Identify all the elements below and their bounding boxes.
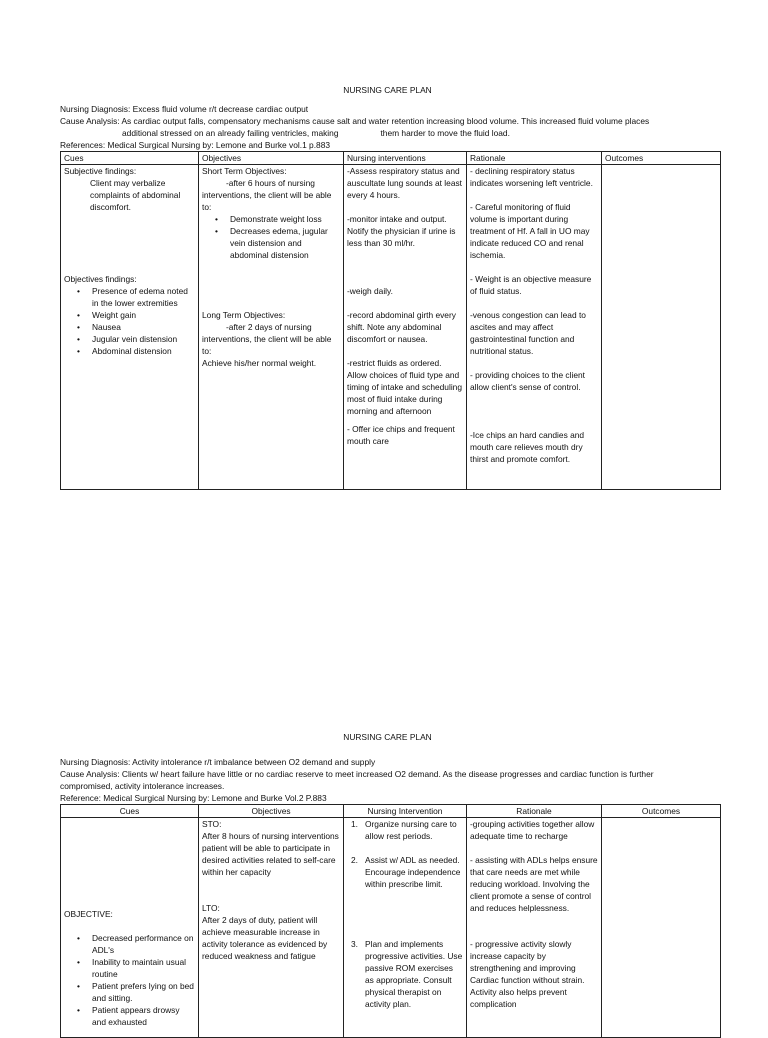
rationale-item: - assisting with ADLs helps ensure that care needs are met while reducing workload. Involving the client promote a sense of control and reduces helplessness.	[470, 855, 598, 913]
objectives-cell	[199, 818, 344, 1038]
list-number: 2.	[351, 855, 358, 865]
list-item: • Patient appears drowsy and exhausted	[92, 1004, 195, 1028]
diagnosis-text: Excess fluid volume r/t decrease cardiac output	[130, 104, 309, 114]
rationale-item: - providing choices to the client allow client's sense of control.	[470, 370, 585, 392]
rationale-item: -grouping activities together allow adequate time to recharge	[470, 819, 595, 841]
header-interventions: Nursing Intervention	[344, 805, 467, 818]
list-item: • Jugular vein distension	[92, 333, 195, 345]
lto-text: -after 2 days of nursing interventions, the client will be able to:	[202, 322, 332, 356]
cues-cell	[61, 818, 199, 1038]
objective-findings-list	[64, 285, 195, 357]
lto-goal: Achieve his/her normal weight.	[202, 358, 317, 368]
intervention-text: Assist w/ ADL as needed. Encourage independence within prescribe limit.	[365, 855, 461, 889]
rationale-cell	[467, 818, 602, 1038]
list-item	[351, 854, 463, 890]
lto-heading: LTO:	[202, 903, 220, 913]
sto-heading: Short Term Objectives:	[202, 166, 287, 176]
header-rationale: Rationale	[467, 805, 602, 818]
list-number: 1.	[351, 819, 358, 829]
header-cues: Cues	[61, 152, 199, 165]
outcomes-cell	[602, 818, 721, 1038]
list-item: • Presence of edema noted in the lower extremities	[92, 285, 195, 309]
table-header-row	[61, 152, 721, 165]
subjective-heading: Subjective findings:	[64, 166, 137, 176]
table-header-row	[61, 805, 721, 818]
interventions-cell	[344, 818, 467, 1038]
header-cues: Cues	[61, 805, 199, 818]
table-row	[61, 818, 721, 1038]
cause-text: As cardiac output falls, compensatory mechanisms cause salt and water retention increasing blood volume. This increased fluid volume places	[119, 116, 650, 126]
intervention-text: Plan and implements progressive activities. Use passive ROM exercises as appropriate. Consult physical therapist on activity plan.	[365, 939, 463, 1009]
cause-label: Cause Analysis:	[60, 769, 120, 779]
rationale-item: -venous congestion can lead to ascites and may affect gastrointestinal function and nutritional status.	[470, 310, 586, 356]
intervention-item: -Assess respiratory status and auscultate lung sounds at least every 4 hours.	[347, 166, 463, 200]
objective-heading: Objectives findings:	[64, 274, 137, 284]
rationale-item: - Weight is an objective measure of fluid status.	[470, 274, 592, 296]
header-interventions: Nursing interventions	[344, 152, 467, 165]
care-plan-table	[60, 804, 721, 1038]
header-objectives: Objectives	[199, 152, 344, 165]
list-item	[351, 938, 463, 1010]
intervention-item: -monitor intake and output. Notify the physician if urine is less than 30 ml/hr.	[347, 214, 456, 248]
list-item	[351, 818, 463, 842]
cause-text-cont: additional stressed on an already failing ventricles, making	[122, 128, 339, 138]
cause-analysis-cont: compromised, activity intolerance increases.	[60, 781, 225, 791]
care-plan-2	[60, 731, 715, 1038]
intervention-item: - Offer ice chips and frequent mouth care	[347, 424, 455, 446]
sto-list	[202, 213, 340, 261]
rationale-item: - Careful monitoring of fluid volume is important during treatment of Hf. A fall in UO may indicate reduced CO and renal ischemia.	[470, 202, 590, 260]
lto-heading: Long Term Objectives:	[202, 310, 286, 320]
plan-title: NURSING CARE PLAN	[343, 732, 432, 742]
cause-analysis-cont	[60, 127, 715, 139]
list-item: • Nausea	[92, 321, 195, 333]
plan-title: NURSING CARE PLAN	[343, 85, 432, 95]
cause-label: Cause Analysis:	[60, 116, 120, 126]
intervention-item: -weigh daily.	[347, 286, 393, 296]
sto-heading: STO:	[202, 819, 222, 829]
references: References: Medical Surgical Nursing by: Lemone and Burke vol.1 p.883	[60, 140, 331, 150]
sto-text: After 8 hours of nursing interventions patient will be able to participate in desired activities related to self-care within her capacity	[202, 831, 339, 877]
care-plan-table	[60, 151, 721, 490]
list-item: • Demonstrate weight loss	[230, 213, 340, 225]
objective-findings-list	[64, 932, 195, 1028]
header-outcomes: Outcomes	[602, 152, 721, 165]
rationale-item: - declining respiratory status indicates worsening left ventricle.	[470, 166, 593, 188]
list-item: • Patient prefers lying on bed and sitting.	[92, 980, 195, 1004]
objective-heading: OBJECTIVE:	[64, 909, 113, 919]
references: Reference: Medical Surgical Nursing by: Lemone and Burke Vol.2 P.883	[60, 793, 327, 803]
interventions-cell	[344, 165, 467, 490]
cause-text: Clients w/ heart failure have little or no cardiac reserve to meet increased O2 demand. As the disease progresses and cardiac function is further	[119, 769, 654, 779]
cause-analysis	[60, 768, 715, 780]
header-outcomes: Outcomes	[602, 805, 721, 818]
lto-text: After 2 days of duty, patient will achieve measurable increase in activity tolerance as evidenced by reduced weakness and fatigue	[202, 915, 328, 961]
outcomes-cell	[602, 165, 721, 490]
objectives-cell	[199, 165, 344, 490]
list-item: • Decreases edema, jugular vein distension and abdominal distension	[230, 225, 340, 261]
table-row	[61, 165, 721, 490]
intervention-item: -restrict fluids as ordered. Allow choices of fluid type and timing of intake and scheduling most of fluid intake during morning and afternoon	[347, 358, 462, 416]
nursing-diagnosis	[60, 103, 715, 115]
header-rationale: Rationale	[467, 152, 602, 165]
list-item: • Weight gain	[92, 309, 195, 321]
diagnosis-label: Nursing Diagnosis:	[60, 104, 131, 114]
header-objectives: Objectives	[199, 805, 344, 818]
intervention-item: -record abdominal girth every shift. Note any abdominal discomfort or nausea.	[347, 310, 456, 344]
list-item: • Inability to maintain usual routine	[92, 956, 195, 980]
interventions-list	[347, 818, 463, 1010]
rationale-item: -Ice chips an hard candies and mouth care relieves mouth dry thirst and promote comfort.	[470, 430, 585, 464]
nursing-diagnosis	[60, 756, 715, 768]
list-item: • Abdominal distension	[92, 345, 195, 357]
sto-text: -after 6 hours of nursing interventions, the client will be able to:	[202, 178, 332, 212]
diagnosis-label: Nursing Diagnosis:	[60, 757, 131, 767]
cause-analysis	[60, 115, 715, 127]
list-item: • Decreased performance on ADL's	[92, 932, 195, 956]
subjective-text: Client may verbalize complaints of abdominal discomfort.	[90, 178, 181, 212]
rationale-item: - progressive activity slowly increase capacity by strengthening and improving Cardiac function without strain. Activity also helps prevent complication	[470, 939, 585, 1009]
intervention-text: Organize nursing care to allow rest periods.	[365, 819, 457, 841]
diagnosis-text: Activity intolerance r/t imbalance between O2 demand and supply	[130, 757, 376, 767]
cues-cell	[61, 165, 199, 490]
care-plan-1	[60, 84, 715, 490]
rationale-cell	[467, 165, 602, 490]
cause-text-end: them harder to move the fluid load.	[380, 128, 510, 138]
list-number: 3.	[351, 939, 358, 949]
